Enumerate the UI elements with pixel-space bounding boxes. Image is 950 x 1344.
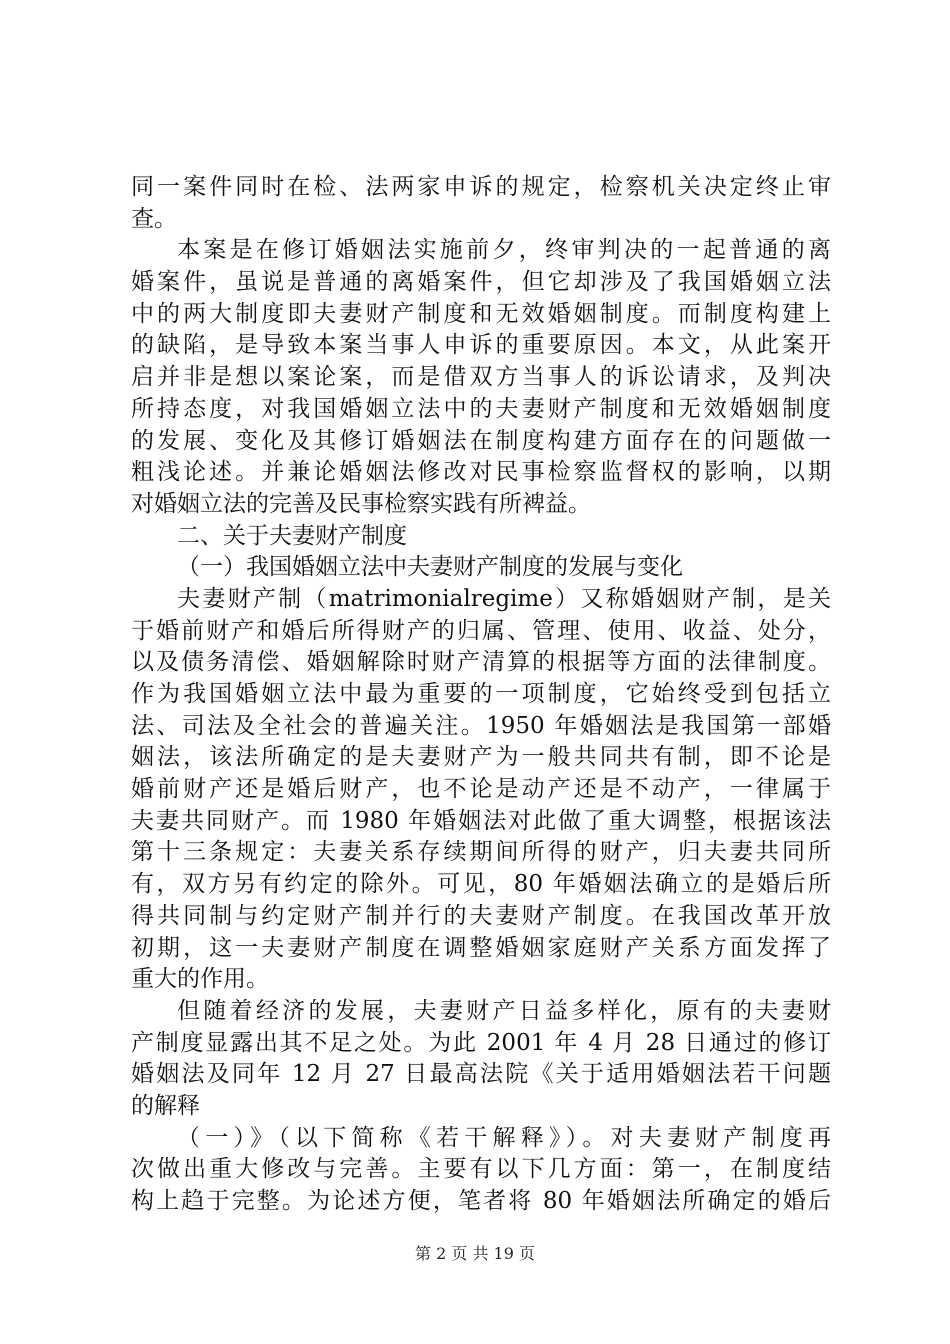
text-line: 对婚姻立法的完善及民事检察实践有所裨益。	[131, 490, 591, 517]
text-line: 构上趋于完整。为论述方便，笔者将 80 年婚姻法所确定的婚后	[131, 1188, 831, 1214]
text-line: 的发展、变化及其修订婚姻法在制度构建方面存在的问题做一	[131, 427, 831, 454]
text-line: 婚案件，虽说是普通的离婚案件，但它却涉及了我国婚姻立法	[131, 269, 831, 296]
page-footer: 第 2 页 共 19 页	[415, 1244, 535, 1263]
text-line: 启并非是想以案论案，而是借双方当事人的诉讼请求，及判决	[131, 364, 831, 391]
text-line: 产制度显露出其不足之处。为此 2001 年 4 月 28 日通过的修订	[131, 1029, 831, 1056]
text-line: 得共同制与约定财产制并行的夫妻财产制度。在我国改革开放	[131, 902, 831, 929]
text-line: 法、司法及全社会的普遍关注。1950 年婚姻法是我国第一部婚	[131, 712, 831, 739]
text-line: 中的两大制度即夫妻财产制度和无效婚姻制度。而制度构建上	[131, 300, 831, 327]
text-line: （一）我国婚姻立法中夫妻财产制度的发展与变化	[177, 554, 683, 581]
text-line: 初期，这一夫妻财产制度在调整婚姻家庭财产关系方面发挥了	[131, 934, 831, 961]
text-line: 粗浅论述。并兼论婚姻法修改对民事检察监督权的影响，以期	[131, 459, 831, 486]
text-line: （一）》（以下简称《若干解释》）。对夫妻财产制度再	[177, 1124, 831, 1151]
text-line: 第十三条规定：夫妻关系存续期间所得的财产，归夫妻共同所	[131, 839, 831, 866]
text-line: 夫妻财产制（matrimonialregime）又称婚姻财产制，是关	[177, 585, 831, 612]
text-line: 以及债务清偿、婚姻解除时财产清算的根据等方面的法律制度。	[131, 649, 831, 676]
text-line: 本案是在修订婚姻法实施前夕，终审判决的一起普通的离	[177, 237, 831, 264]
text-line: 所持态度，对我国婚姻立法中的夫妻财产制度和无效婚姻制度	[131, 395, 831, 422]
text-line: 有，双方另有约定的除外。可见，80 年婚姻法确立的是婚后所	[131, 871, 831, 898]
text-line: 同一案件同时在检、法两家申诉的规定，检察机关决定终止审	[131, 174, 831, 200]
body-text	[131, 172, 831, 1218]
text-line: 婚姻法及同年 12 月 27 日最高法院《关于适用婚姻法若干问题	[131, 1061, 831, 1088]
text-line: 次做出重大修改与完善。主要有以下几方面：第一，在制度结	[131, 1156, 831, 1183]
text-line: 但随着经济的发展，夫妻财产日益多样化，原有的夫妻财	[177, 997, 831, 1024]
text-line: 的解释	[131, 1092, 200, 1119]
text-line: 作为我国婚姻立法中最为重要的一项制度，它始终受到包括立	[131, 681, 831, 707]
text-line: 查。	[131, 205, 177, 232]
text-line: 婚前财产还是婚后财产，也不论是动产还是不动产，一律属于	[131, 776, 831, 803]
text-line: 于婚前财产和婚后所得财产的归属、管理、使用、收益、处分，	[131, 617, 831, 644]
text-line: 夫妻共同财产。而 1980 年婚姻法对此做了重大调整，根据该法	[131, 807, 831, 834]
text-line: 二、关于夫妻财产制度	[177, 522, 407, 549]
text-line: 姻法，该法所确定的是夫妻财产为一般共同共有制，即不论是	[131, 744, 831, 771]
text-line: 重大的作用。	[131, 966, 269, 993]
text-line: 的缺陷，是导致本案当事人申诉的重要原因。本文，从此案开	[131, 332, 831, 359]
